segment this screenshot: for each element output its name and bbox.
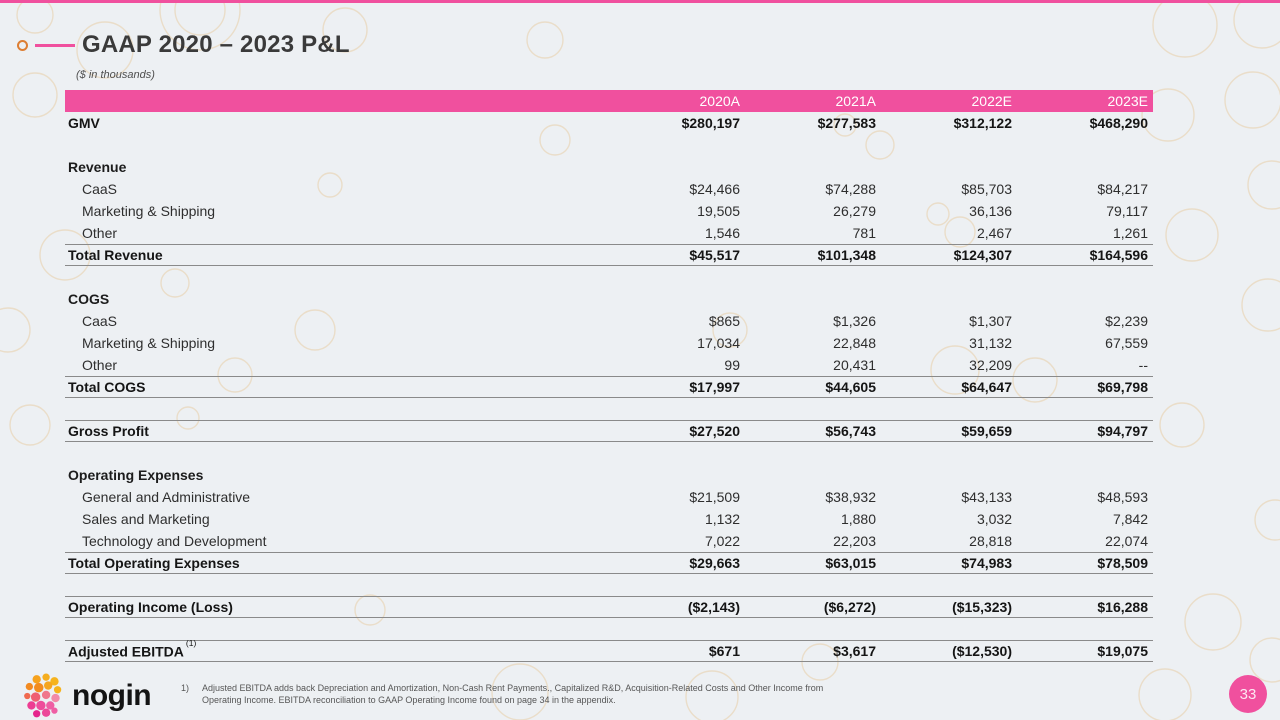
cell-2023E: 7,842 <box>1112 511 1148 527</box>
table-spacer-row <box>65 266 1153 288</box>
cell-2021A: $38,932 <box>825 489 876 505</box>
table-row <box>65 486 1153 508</box>
nogin-wordmark: nogin <box>72 679 152 712</box>
cell-2021A: 781 <box>852 225 876 241</box>
column-header-2023E: 2023E <box>1107 93 1148 109</box>
cell-2021A: $101,348 <box>817 247 876 263</box>
table-row <box>65 552 1153 574</box>
cell-2020A: $27,520 <box>689 423 740 439</box>
table-row <box>65 310 1153 332</box>
cell-2020A: $865 <box>708 313 740 329</box>
row-label: GMV <box>68 115 100 131</box>
row-label: Marketing & Shipping <box>82 335 216 351</box>
table-spacer-row <box>65 134 1153 156</box>
table-row <box>65 508 1153 530</box>
cell-2022E: $43,133 <box>961 489 1012 505</box>
table-row <box>65 178 1153 200</box>
cell-2023E: 1,261 <box>1112 225 1148 241</box>
cell-2023E: $48,593 <box>1097 489 1148 505</box>
cell-2021A: ($6,272) <box>823 599 876 615</box>
cell-2022E: 32,209 <box>969 357 1012 373</box>
table-spacer-row <box>65 442 1153 464</box>
table-body <box>65 112 1153 662</box>
row-label: Total Operating Expenses <box>68 555 240 571</box>
cell-2020A: $29,663 <box>689 555 740 571</box>
cell-2021A: $74,288 <box>825 181 876 197</box>
footnote <box>181 682 921 706</box>
cell-2021A: 26,279 <box>833 203 876 219</box>
cell-2021A: 20,431 <box>833 357 876 373</box>
cell-2022E: $1,307 <box>969 313 1012 329</box>
cell-2020A: $24,466 <box>689 181 740 197</box>
row-label: Technology and Development <box>82 533 267 549</box>
cell-2022E: $85,703 <box>961 181 1012 197</box>
row-label: Operating Expenses <box>68 467 204 483</box>
table-row <box>65 376 1153 398</box>
cell-2023E: $164,596 <box>1089 247 1148 263</box>
table-row <box>65 530 1153 552</box>
cell-2022E: $64,647 <box>961 379 1012 395</box>
row-label: Marketing & Shipping <box>82 203 216 219</box>
cell-2020A: $21,509 <box>689 489 740 505</box>
cell-2022E: $74,983 <box>961 555 1012 571</box>
table-header-row <box>65 90 1153 112</box>
table-spacer-row <box>65 398 1153 420</box>
table-row <box>65 637 1153 662</box>
table-row <box>65 288 1153 310</box>
cell-2023E: -- <box>1138 357 1148 373</box>
cell-2022E: 3,032 <box>976 511 1012 527</box>
cell-2020A: $280,197 <box>681 115 740 131</box>
page-number: 33 <box>1239 685 1257 703</box>
row-label: Sales and Marketing <box>82 511 210 527</box>
row-label: Operating Income (Loss) <box>68 599 233 615</box>
cell-2023E: 67,559 <box>1105 335 1148 351</box>
cell-2021A: 22,203 <box>833 533 876 549</box>
row-label: CaaS <box>82 181 118 197</box>
column-header-2022E: 2022E <box>971 93 1012 109</box>
cell-2020A: $17,997 <box>689 379 740 395</box>
cell-2022E: 28,818 <box>969 533 1012 549</box>
row-label: Revenue <box>68 159 127 175</box>
cell-2023E: $468,290 <box>1089 115 1148 131</box>
cell-2022E: 2,467 <box>976 225 1012 241</box>
cell-2021A: $277,583 <box>817 115 876 131</box>
cell-2021A: 22,848 <box>833 335 876 351</box>
top-accent-line <box>0 0 1280 3</box>
row-label: COGS <box>68 291 110 307</box>
cell-2023E: $94,797 <box>1097 423 1148 439</box>
page-number-badge <box>1229 675 1267 713</box>
row-label: Total Revenue <box>68 247 163 263</box>
table-row <box>65 596 1153 618</box>
footnote-line-2: Operating Income. EBITDA reconciliation to GAAP Operating Income found on page 34 in the appendix. <box>202 695 616 706</box>
table-spacer-row <box>65 574 1153 596</box>
cell-2022E: $312,122 <box>953 115 1012 131</box>
cell-2021A: $3,617 <box>833 643 876 659</box>
table-row <box>65 332 1153 354</box>
row-label: General and Administrative <box>82 489 251 505</box>
cell-2021A: 1,880 <box>840 511 876 527</box>
cell-2023E: $16,288 <box>1097 599 1148 615</box>
cell-2022E: $124,307 <box>953 247 1012 263</box>
units-subtitle: ($ in thousands) <box>76 69 155 81</box>
row-label: CaaS <box>82 313 118 329</box>
nogin-logo-dots-icon <box>22 673 66 719</box>
table-row <box>65 222 1153 244</box>
cell-2023E: 22,074 <box>1105 533 1148 549</box>
column-header-2020A: 2020A <box>699 93 740 109</box>
pl-table <box>65 90 1153 662</box>
footnote-line-1: Adjusted EBITDA adds back Depreciation and Amortization, Non-Cash Rent Payments., Capitalized R&D, Acquisition-Related Costs and Other Income from <box>202 683 824 693</box>
row-label: Other <box>82 357 118 373</box>
cell-2021A: $1,326 <box>833 313 876 329</box>
cell-2023E: $2,239 <box>1105 313 1148 329</box>
table-row <box>65 464 1153 486</box>
nogin-logo <box>22 673 151 719</box>
cell-2020A: 17,034 <box>697 335 740 351</box>
cell-2020A: $45,517 <box>689 247 740 263</box>
cell-2022E: $59,659 <box>961 423 1012 439</box>
footnote-text <box>202 682 823 706</box>
column-header-2021A: 2021A <box>835 93 876 109</box>
cell-2022E: 36,136 <box>969 203 1012 219</box>
page-title: GAAP 2020 – 2023 P&L <box>82 31 350 58</box>
cell-2023E: 79,117 <box>1106 203 1148 219</box>
footnote-reference: (1) <box>185 637 197 648</box>
cell-2023E: $19,075 <box>1097 643 1148 659</box>
cell-2023E: $84,217 <box>1097 181 1148 197</box>
table-row <box>65 354 1153 376</box>
table-spacer-row <box>65 618 1153 640</box>
cell-2023E: $78,509 <box>1097 555 1148 571</box>
row-label: Gross Profit <box>68 423 149 439</box>
row-label: Other <box>82 225 118 241</box>
table-row <box>65 200 1153 222</box>
title-block <box>17 31 350 59</box>
cell-2022E: ($12,530) <box>952 643 1012 659</box>
cell-2020A: $671 <box>708 643 740 659</box>
cell-2021A: $63,015 <box>825 555 876 571</box>
cell-2020A: ($2,143) <box>687 599 740 615</box>
row-label: Adjusted EBITDA$^{(1)}$ <box>68 637 197 660</box>
row-label: Total COGS <box>68 379 146 395</box>
cell-2020A: 1,132 <box>704 511 740 527</box>
cell-2023E: $69,798 <box>1097 379 1148 395</box>
table-row <box>65 420 1153 442</box>
cell-2022E: 31,132 <box>969 335 1012 351</box>
cell-2020A: 1,546 <box>704 225 740 241</box>
title-dash-icon <box>35 44 75 47</box>
cell-2022E: ($15,323) <box>952 599 1012 615</box>
table-row <box>65 156 1153 178</box>
table-row <box>65 244 1153 266</box>
cell-2021A: $56,743 <box>825 423 876 439</box>
cell-2020A: 19,505 <box>697 203 740 219</box>
cell-2020A: 7,022 <box>704 533 740 549</box>
footnote-marker: 1) <box>181 683 190 693</box>
cell-2020A: 99 <box>724 357 740 373</box>
table-row <box>65 112 1153 134</box>
cell-2021A: $44,605 <box>825 379 876 395</box>
title-bullet-icon <box>17 40 28 51</box>
